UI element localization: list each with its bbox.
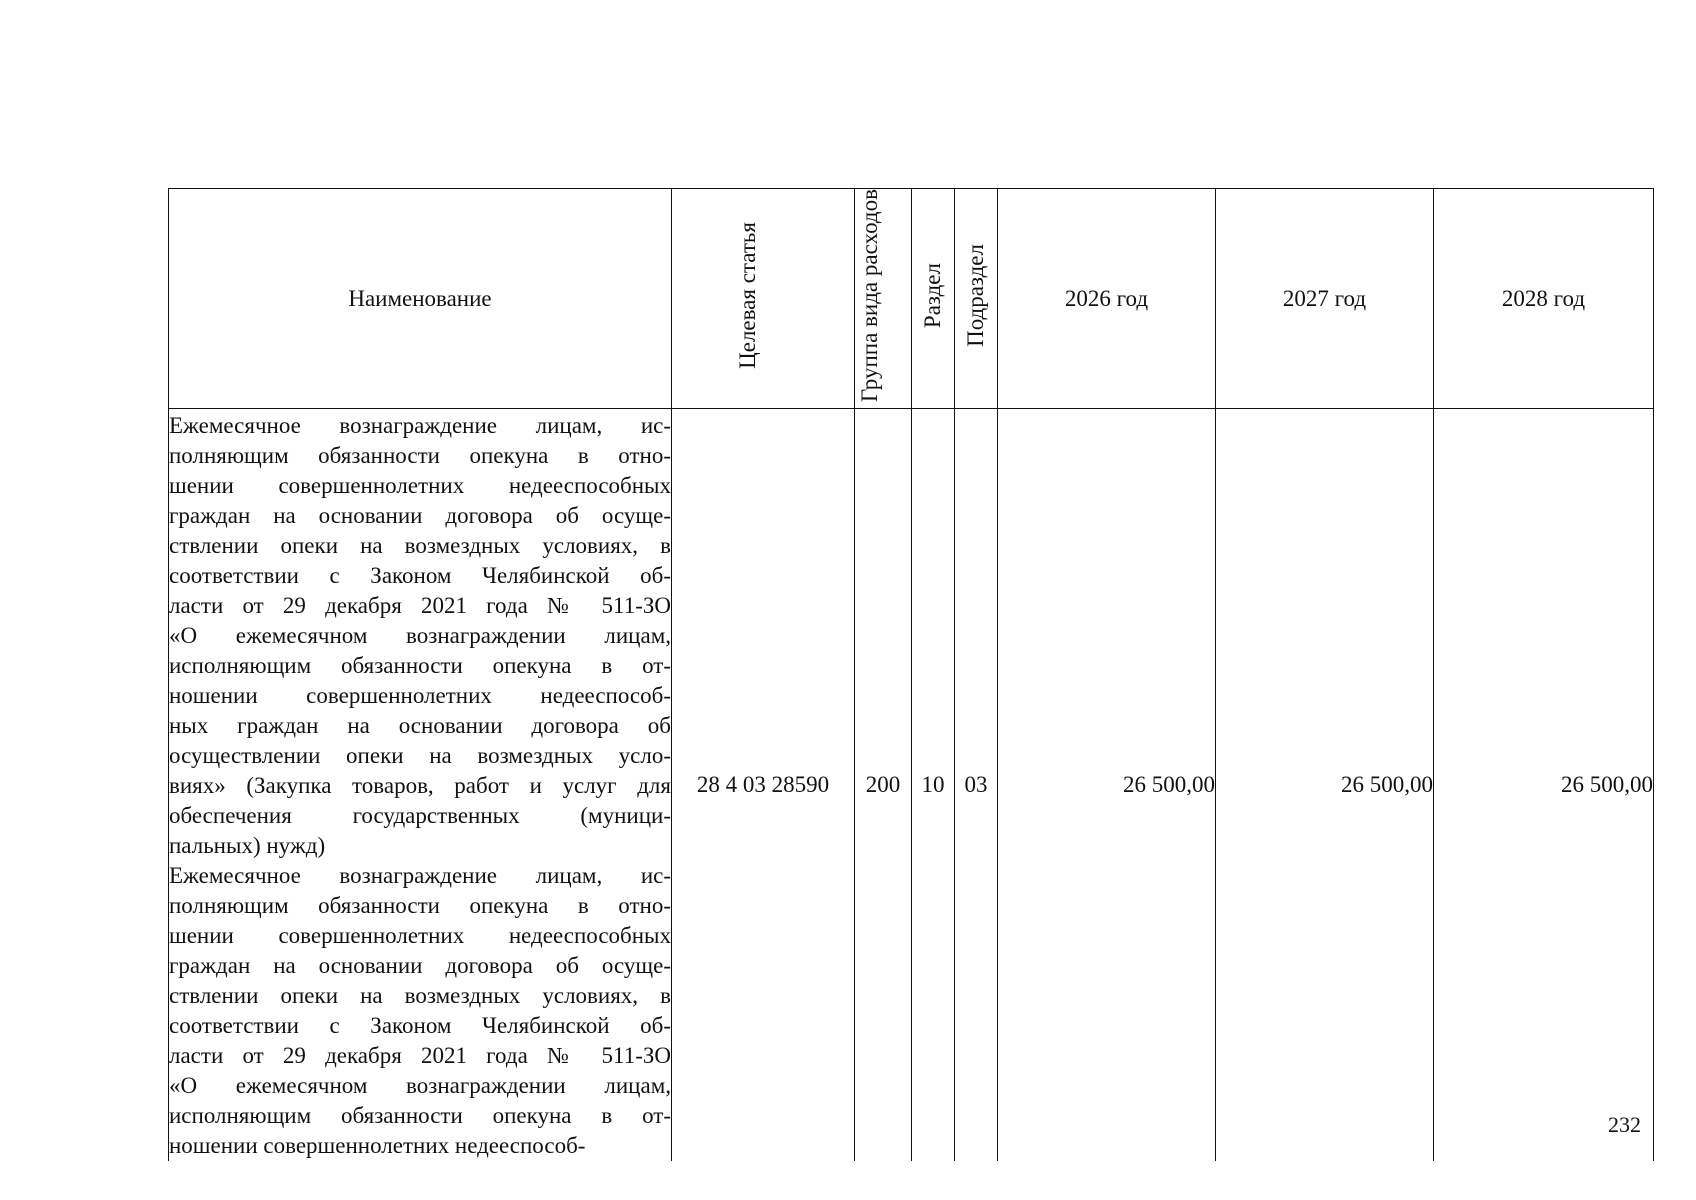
row-name-line: шении совершеннолетних недееспособных xyxy=(169,472,671,498)
row-name-line: ношении совершеннолетних недееспособ- xyxy=(169,682,671,708)
budget-table xyxy=(168,188,1654,1161)
row-name-line: Ежемесячное вознаграждение лицам, ис- xyxy=(169,862,671,888)
header-target-article-label: Целевая статья xyxy=(735,222,760,369)
row-name-line: соответствии с Законом Челябинской об- xyxy=(169,1012,671,1038)
row-name-line: граждан на основании договора об осуще- xyxy=(169,502,671,528)
header-2026: 2026 год xyxy=(998,189,1216,409)
row-name-text xyxy=(169,411,671,1159)
row-section: 10 xyxy=(912,409,955,1161)
row-name-line: «О ежемесячном вознаграждении лицам, xyxy=(169,622,671,648)
row-name-line: шении совершеннолетних недееспособных xyxy=(169,922,671,948)
row-name-line: осуществлении опеки на возмездных усло- xyxy=(169,742,671,768)
row-name-line: виях» (Закупка товаров, работ и услуг для xyxy=(169,772,671,798)
row-name-line: Ежемесячное вознаграждение лицам, ис- xyxy=(169,412,671,438)
header-section xyxy=(912,189,955,409)
row-name-line: полняющим обязанности опекуна в отно- xyxy=(169,442,671,468)
header-name: Наименование xyxy=(169,189,672,409)
header-2028: 2028 год xyxy=(1434,189,1654,409)
row-subsection: 03 xyxy=(955,409,998,1161)
budget-table-container xyxy=(168,188,1654,1161)
row-name-line: ношении совершеннолетних недееспособ- xyxy=(169,1132,586,1158)
page-number: 232 xyxy=(1608,1112,1641,1137)
row-name-line: соответствии с Законом Челябинской об- xyxy=(169,562,671,588)
row-name-line: граждан на основании договора об осуще- xyxy=(169,952,671,978)
row-name-cell xyxy=(169,409,672,1161)
header-subsection-label: Подраздел xyxy=(963,244,988,347)
header-expense-group xyxy=(855,189,912,409)
row-expense-group: 200 xyxy=(855,409,912,1161)
row-amount-2028: 26 500,00 xyxy=(1434,409,1654,1161)
header-section-label: Раздел xyxy=(920,263,945,329)
header-expense-group-label: Группа вида расходов xyxy=(857,189,882,403)
row-name-line: ных граждан на основании договора об xyxy=(169,712,671,738)
row-name-line: ствлении опеки на возмездных условиях, в xyxy=(169,982,671,1008)
row-name-line: ласти от 29 декабря 2021 года № 511-ЗО xyxy=(169,1042,671,1068)
header-row xyxy=(169,189,1654,409)
row-name-line: полняющим обязанности опекуна в отно- xyxy=(169,892,671,918)
table-row xyxy=(169,409,1654,1161)
row-name-line: обеспечения государственных (муници- xyxy=(169,802,671,828)
row-name-line: «О ежемесячном вознаграждении лицам, xyxy=(169,1072,671,1098)
header-subsection xyxy=(955,189,998,409)
row-amount-2027: 26 500,00 xyxy=(1216,409,1434,1161)
row-target-article: 28 4 03 28590 xyxy=(672,409,855,1161)
row-name-line: исполняющим обязанности опекуна в от- xyxy=(169,652,671,678)
header-target-article xyxy=(672,189,855,409)
row-name-line: пальных) нужд) xyxy=(169,832,326,858)
row-amount-2026: 26 500,00 xyxy=(998,409,1216,1161)
row-name-line: ствлении опеки на возмездных условиях, в xyxy=(169,532,671,558)
row-name-line: исполняющим обязанности опекуна в от- xyxy=(169,1102,671,1128)
row-name-line: ласти от 29 декабря 2021 года № 511-ЗО xyxy=(169,592,671,618)
header-2027: 2027 год xyxy=(1216,189,1434,409)
